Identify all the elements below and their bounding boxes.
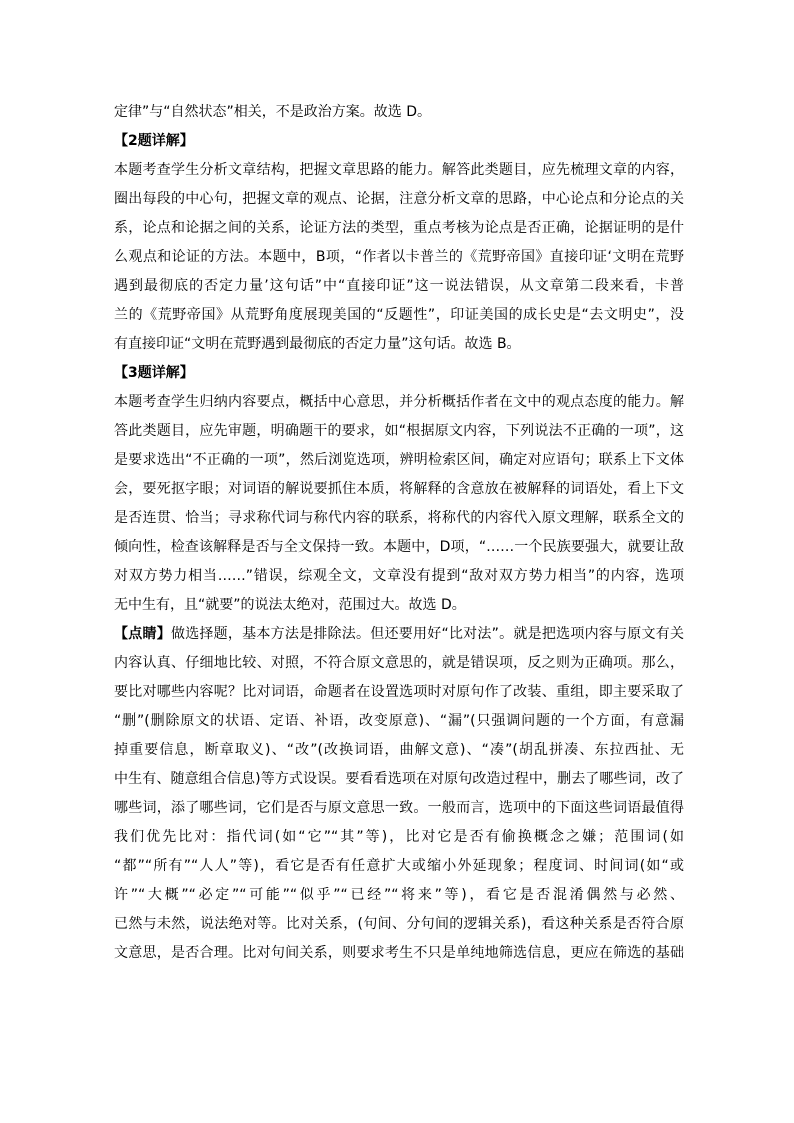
text-line: “都”“所有”“人人”等)，看它是否有任意扩大或缩小外延现象；程度词、时间词(如“或 <box>114 858 684 874</box>
text-line: 已然与未然，说法绝对等。比对关系，(句间、分句间的逻辑关系)，看这种关系是否符合原 <box>114 916 684 932</box>
section-heading: 【3题详解】 <box>114 365 194 381</box>
text-line: 倾向性，检查该解释是否与全文保持一致。本题中，D项，“……一个民族要强大，就要让敌 <box>114 539 684 555</box>
document-body <box>114 98 684 968</box>
text-line: 么观点和论证的方法。本题中，B项，“作者以卡普兰的《荒野帝国》直接印证‘文明在荒野 <box>114 249 684 265</box>
text-line: 文意思，是否合理。比对句间关系，则要求考生不只是单纯地筛选信息，更应在筛选的基础 <box>114 945 684 961</box>
text-line: 是要求选出“不正确的一项”，然后浏览选项，辨明检索区间，确定对应语句；联系上下文体 <box>114 452 684 468</box>
text-line: 系，论点和论据之间的关系，论证方法的类型，重点考核为论点是否正确，论据证明的是什 <box>114 220 684 236</box>
text-line <box>114 620 684 649</box>
text-line: 哪些词，添了哪些词，它们是否与原文意思一致。一般而言，选项中的下面这些词语最值得 <box>114 800 684 816</box>
text-line: 本题考查学生归纳内容要点，概括中心意思，并分析概括作者在文中的观点态度的能力。解 <box>114 394 684 410</box>
text-line: 答此类题目，应先审题，明确题干的要求，如“根据原文内容，下列说法不正确的一项”，这 <box>114 423 684 439</box>
text-line: 兰的《荒野帝国》从荒野角度展现美国的“反题性”，印证美国的成长史是“去文明史”，没 <box>114 307 684 323</box>
text-line: “删”(删除原文的状语、定语、补语，改变原意)、“漏”(只强调问题的一个方面，有意漏 <box>114 713 684 729</box>
text-line: 中生有、随意组合信息)等方式设误。要看看选项在对原句改造过程中，删去了哪些词，改了 <box>114 771 684 787</box>
text-line: 无中生有，且“就要”的说法太绝对，范围过大。故选 D。 <box>114 597 466 613</box>
text-line: 要比对哪些内容呢？比对词语，命题者在设置选项时对原句作了改装、重组，即主要采取了 <box>114 684 684 700</box>
text-line: 定律”与“自然状态”相关，不是政治方案。故选 D。 <box>114 104 431 120</box>
text-line: 掉重要信息，断章取义)、“改”(改换词语，曲解文意)、“凑”(胡乱拼凑、东拉西扯、无 <box>114 742 684 758</box>
inline-heading: 【点睛】 <box>114 626 171 642</box>
text-line: 是否连贯、恰当；寻求称代词与称代内容的联系，将称代的内容代入原文理解，联系全文的 <box>114 510 684 526</box>
text-line: 许”“大概”“必定”“可能”“似乎”“已经”“将来”等)，看它是否混淆偶然与必然、 <box>114 887 684 903</box>
text-line: 我们优先比对：指代词(如“它”“其”等)，比对它是否有偷换概念之嫌；范围词(如 <box>114 829 684 845</box>
text-line-body: 做选择题，基本方法是排除法。但还要用好“比对法”。就是把选项内容与原文有关 <box>170 626 684 642</box>
section-heading: 【2题详解】 <box>114 133 194 149</box>
text-line: 对双方势力相当……”错误，综观全文，文章没有提到“敌对双方势力相当”的内容，选项 <box>114 568 684 584</box>
text-line: 有直接印证“文明在荒野遇到最彻底的否定力量”这句话。故选 B。 <box>114 336 521 352</box>
text-line: 遇到最彻底的否定力量’这句话”中“直接印证”这一说法错误，从文章第二段来看，卡普 <box>114 278 684 294</box>
text-line: 内容认真、仔细地比较、对照，不符合原文意思的，就是错误项，反之则为正确项。那么， <box>114 655 684 671</box>
text-line: 会，要死抠字眼；对词语的解说要抓住本质，将解释的含意放在被解释的词语处，看上下文 <box>114 481 684 497</box>
text-line: 圈出每段的中心句，把握文章的观点、论据，注意分析文章的思路，中心论点和分论点的关 <box>114 191 684 207</box>
text-line: 本题考查学生分析文章结构，把握文章思路的能力。解答此类题目，应先梳理文章的内容， <box>114 162 684 178</box>
